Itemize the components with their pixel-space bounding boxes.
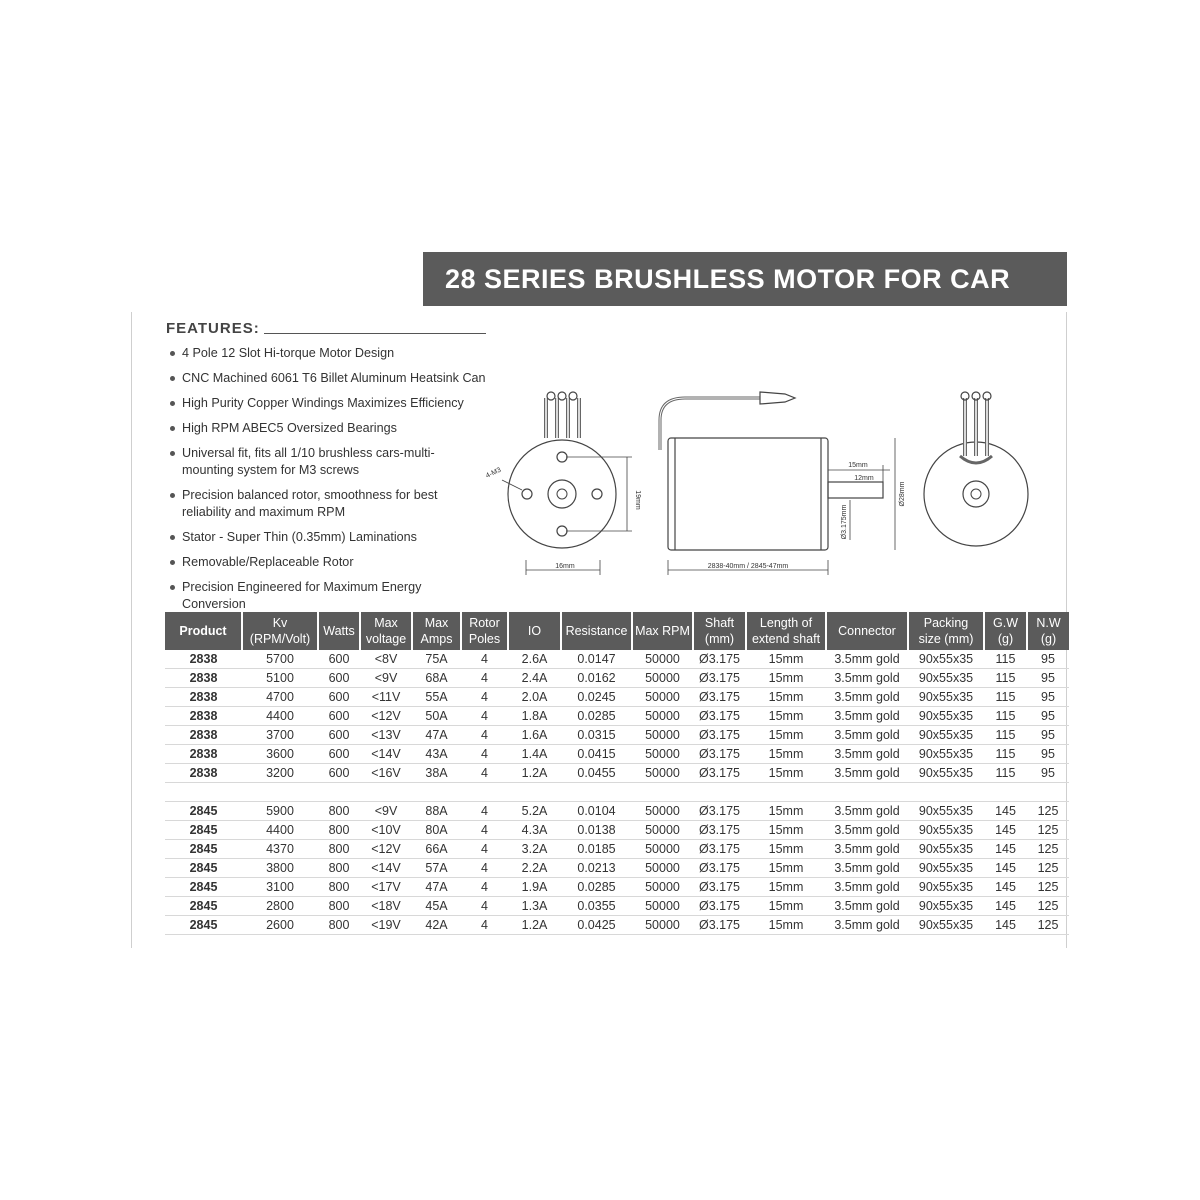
table-cell: 145 xyxy=(984,916,1027,935)
table-cell: 4 xyxy=(461,878,508,897)
table-cell: 2845 xyxy=(165,802,242,821)
table-row xyxy=(165,764,1069,783)
feature-item: Stator - Super Thin (0.35mm) Laminations xyxy=(166,529,486,546)
table-cell: 4400 xyxy=(242,707,318,726)
table-cell: 2838 xyxy=(165,688,242,707)
table-cell: 75A xyxy=(412,650,461,669)
table-cell: Ø3.175 xyxy=(693,726,746,745)
table-cell: 0.0213 xyxy=(561,859,632,878)
table-cell: 0.0315 xyxy=(561,726,632,745)
table-cell: 90x55x35 xyxy=(908,669,984,688)
table-cell: 800 xyxy=(318,821,360,840)
table-cell: 800 xyxy=(318,840,360,859)
table-cell: 800 xyxy=(318,802,360,821)
table-cell: 4 xyxy=(461,802,508,821)
table-cell: 1.2A xyxy=(508,764,561,783)
table-cell: 125 xyxy=(1027,802,1069,821)
col-extend-shaft: Length of extend shaft xyxy=(746,612,826,650)
table-cell: <12V xyxy=(360,840,412,859)
shaft-diameter-label: Ø3.175mm xyxy=(841,504,848,540)
table-cell: 2845 xyxy=(165,821,242,840)
table-cell: <9V xyxy=(360,802,412,821)
table-cell: 115 xyxy=(984,745,1027,764)
table-cell: <19V xyxy=(360,916,412,935)
table-cell: 2838 xyxy=(165,726,242,745)
table-cell: 3.5mm gold xyxy=(826,688,908,707)
table-cell: 4700 xyxy=(242,688,318,707)
table-cell: 600 xyxy=(318,650,360,669)
table-cell: 3.5mm gold xyxy=(826,726,908,745)
table-cell: 4 xyxy=(461,650,508,669)
table-cell: Ø3.175 xyxy=(693,707,746,726)
table-cell: 3.5mm gold xyxy=(826,840,908,859)
table-cell: 15mm xyxy=(746,878,826,897)
table-cell: 90x55x35 xyxy=(908,726,984,745)
table-cell: 0.0415 xyxy=(561,745,632,764)
table-row xyxy=(165,669,1069,688)
feature-item: Universal fit, fits all 1/10 brushless cars-multi-mounting system for M3 screws xyxy=(166,445,486,479)
table-cell: 125 xyxy=(1027,840,1069,859)
table-cell: <10V xyxy=(360,821,412,840)
table-cell: 3100 xyxy=(242,878,318,897)
table-cell: 5700 xyxy=(242,650,318,669)
table-cell: 2.2A xyxy=(508,859,561,878)
shaft-extension-label: 15mm xyxy=(848,462,868,469)
table-cell: 2.6A xyxy=(508,650,561,669)
col-resistance: Resistance xyxy=(561,612,632,650)
table-cell: Ø3.175 xyxy=(693,669,746,688)
table-cell: 0.0138 xyxy=(561,821,632,840)
shaft-length-label: 12mm xyxy=(854,475,874,482)
table-cell: 600 xyxy=(318,764,360,783)
table-row xyxy=(165,802,1069,821)
table-cell: 3.5mm gold xyxy=(826,878,908,897)
table-cell: 50000 xyxy=(632,764,693,783)
feature-item: High RPM ABEC5 Oversized Bearings xyxy=(166,420,486,437)
table-cell: 50000 xyxy=(632,859,693,878)
table-cell: 600 xyxy=(318,669,360,688)
table-cell: <14V xyxy=(360,859,412,878)
table-cell: 68A xyxy=(412,669,461,688)
table-cell: 50000 xyxy=(632,802,693,821)
col-gross-weight: G.W (g) xyxy=(984,612,1027,650)
table-cell: 3600 xyxy=(242,745,318,764)
table-cell: <16V xyxy=(360,764,412,783)
table-cell: 600 xyxy=(318,688,360,707)
motor-diagram xyxy=(480,370,1040,580)
table-row xyxy=(165,726,1069,745)
table-cell: 0.0285 xyxy=(561,707,632,726)
table-cell: 4 xyxy=(461,707,508,726)
table-cell: 115 xyxy=(984,726,1027,745)
table-cell: 90x55x35 xyxy=(908,688,984,707)
table-cell: 3700 xyxy=(242,726,318,745)
feature-item: High Purity Copper Windings Maximizes Efficiency xyxy=(166,395,486,412)
col-net-weight: N.W (g) xyxy=(1027,612,1069,650)
table-cell: 600 xyxy=(318,745,360,764)
table-cell: 115 xyxy=(984,650,1027,669)
table-cell: 15mm xyxy=(746,688,826,707)
table-cell: 90x55x35 xyxy=(908,897,984,916)
table-cell: 4 xyxy=(461,859,508,878)
table-cell: Ø3.175 xyxy=(693,650,746,669)
table-cell: 3.5mm gold xyxy=(826,821,908,840)
table-cell: 1.3A xyxy=(508,897,561,916)
table-cell: 15mm xyxy=(746,802,826,821)
table-cell: 0.0104 xyxy=(561,802,632,821)
table-cell: Ø3.175 xyxy=(693,840,746,859)
table-cell: 145 xyxy=(984,802,1027,821)
table-cell: Ø3.175 xyxy=(693,764,746,783)
table-cell: 2600 xyxy=(242,916,318,935)
table-cell: Ø3.175 xyxy=(693,688,746,707)
table-cell: 15mm xyxy=(746,726,826,745)
table-cell: <17V xyxy=(360,878,412,897)
table-cell: 125 xyxy=(1027,859,1069,878)
table-cell: 145 xyxy=(984,897,1027,916)
table-cell: 55A xyxy=(412,688,461,707)
col-product: Product xyxy=(165,612,242,650)
table-cell: 1.9A xyxy=(508,878,561,897)
col-connector: Connector xyxy=(826,612,908,650)
can-diameter-label: Ø28mm xyxy=(899,481,906,507)
table-header-row xyxy=(165,612,1069,650)
table-cell: 15mm xyxy=(746,859,826,878)
features-section xyxy=(166,320,486,621)
table-cell: <14V xyxy=(360,745,412,764)
table-row xyxy=(165,650,1069,669)
table-row xyxy=(165,707,1069,726)
table-cell: <12V xyxy=(360,707,412,726)
table-cell: 0.0455 xyxy=(561,764,632,783)
feature-item: Removable/Replaceable Rotor xyxy=(166,554,486,571)
table-cell: 2800 xyxy=(242,897,318,916)
table-cell: 2.0A xyxy=(508,688,561,707)
table-cell: 50000 xyxy=(632,688,693,707)
page-title: 28 SERIES BRUSHLESS MOTOR FOR CAR xyxy=(445,263,1011,294)
col-kv: Kv (RPM/Volt) xyxy=(242,612,318,650)
table-cell: 38A xyxy=(412,764,461,783)
table-cell: 95 xyxy=(1027,745,1069,764)
table-cell: 4 xyxy=(461,897,508,916)
feature-item: CNC Machined 6061 T6 Billet Aluminum Heatsink Can xyxy=(166,370,486,387)
features-heading: FEATURES: xyxy=(166,320,260,337)
table-cell: 115 xyxy=(984,669,1027,688)
table-row xyxy=(165,688,1069,707)
front-view-drawing xyxy=(502,392,632,575)
table-cell: 5900 xyxy=(242,802,318,821)
table-cell: 4400 xyxy=(242,821,318,840)
table-cell: 115 xyxy=(984,688,1027,707)
table-cell: 3.5mm gold xyxy=(826,916,908,935)
table-cell: 125 xyxy=(1027,821,1069,840)
table-cell: 4 xyxy=(461,821,508,840)
table-cell: 15mm xyxy=(746,745,826,764)
table-cell: 125 xyxy=(1027,897,1069,916)
table-cell: 4 xyxy=(461,916,508,935)
table-cell: 0.0147 xyxy=(561,650,632,669)
col-packing-size: Packing size (mm) xyxy=(908,612,984,650)
table-cell: 66A xyxy=(412,840,461,859)
table-cell: 88A xyxy=(412,802,461,821)
table-cell: 50000 xyxy=(632,840,693,859)
table-cell: 4 xyxy=(461,726,508,745)
table-cell: 45A xyxy=(412,897,461,916)
table-cell: 2845 xyxy=(165,897,242,916)
table-cell: 3.5mm gold xyxy=(826,745,908,764)
group-separator xyxy=(165,783,1069,802)
table-cell: 90x55x35 xyxy=(908,745,984,764)
table-cell: 800 xyxy=(318,916,360,935)
table-cell: 90x55x35 xyxy=(908,821,984,840)
table-cell: <11V xyxy=(360,688,412,707)
table-cell: 90x55x35 xyxy=(908,859,984,878)
table-cell: 2.4A xyxy=(508,669,561,688)
table-cell: Ø3.175 xyxy=(693,802,746,821)
table-cell: 0.0355 xyxy=(561,897,632,916)
table-cell: 90x55x35 xyxy=(908,707,984,726)
table-body xyxy=(165,650,1069,935)
table-cell: Ø3.175 xyxy=(693,745,746,764)
feature-item: Precision Engineered for Maximum Energy Conversion xyxy=(166,579,486,613)
table-cell: 4 xyxy=(461,745,508,764)
table-cell: 47A xyxy=(412,878,461,897)
table-cell: 2845 xyxy=(165,859,242,878)
table-cell: 90x55x35 xyxy=(908,650,984,669)
table-cell: 43A xyxy=(412,745,461,764)
table-cell: 57A xyxy=(412,859,461,878)
table-cell: 95 xyxy=(1027,764,1069,783)
table-cell: 15mm xyxy=(746,669,826,688)
table-cell: 90x55x35 xyxy=(908,916,984,935)
features-list xyxy=(166,345,486,613)
table-cell: 0.0162 xyxy=(561,669,632,688)
heading-underline xyxy=(264,333,486,334)
table-cell: 1.6A xyxy=(508,726,561,745)
width-label: 16mm xyxy=(555,563,575,570)
screw-label: 4-M3 xyxy=(484,466,503,480)
table-cell: 0.0185 xyxy=(561,840,632,859)
rear-view-drawing xyxy=(924,392,1028,546)
table-cell: 50A xyxy=(412,707,461,726)
table-cell: 3.5mm gold xyxy=(826,764,908,783)
table-cell: 4 xyxy=(461,840,508,859)
title-banner xyxy=(423,252,1067,306)
table-cell: 145 xyxy=(984,821,1027,840)
col-rotor-poles: Rotor Poles xyxy=(461,612,508,650)
spec-table xyxy=(165,612,1069,935)
table-row xyxy=(165,745,1069,764)
table-cell: 3.5mm gold xyxy=(826,650,908,669)
table-cell: 145 xyxy=(984,859,1027,878)
table-cell: 3800 xyxy=(242,859,318,878)
table-cell: 3.5mm gold xyxy=(826,859,908,878)
separator-cell xyxy=(165,783,1069,802)
table-cell: 800 xyxy=(318,859,360,878)
left-divider xyxy=(131,312,132,948)
table-cell: Ø3.175 xyxy=(693,916,746,935)
table-cell: 1.8A xyxy=(508,707,561,726)
table-cell: 600 xyxy=(318,726,360,745)
table-cell: 50000 xyxy=(632,897,693,916)
table-cell: 15mm xyxy=(746,916,826,935)
table-cell: 2838 xyxy=(165,745,242,764)
table-cell: 5.2A xyxy=(508,802,561,821)
table-cell: 4.3A xyxy=(508,821,561,840)
col-max-voltage: Max voltage xyxy=(360,612,412,650)
features-heading-row xyxy=(166,320,486,337)
table-cell: 0.0285 xyxy=(561,878,632,897)
col-shaft: Shaft (mm) xyxy=(693,612,746,650)
table-cell: Ø3.175 xyxy=(693,859,746,878)
table-cell: 145 xyxy=(984,878,1027,897)
table-cell: 47A xyxy=(412,726,461,745)
table-cell: Ø3.175 xyxy=(693,897,746,916)
table-cell: 145 xyxy=(984,840,1027,859)
table-cell: <18V xyxy=(360,897,412,916)
table-row xyxy=(165,916,1069,935)
table-cell: 2838 xyxy=(165,669,242,688)
table-cell: <8V xyxy=(360,650,412,669)
table-cell: 3.5mm gold xyxy=(826,669,908,688)
table-row xyxy=(165,897,1069,916)
table-cell: 95 xyxy=(1027,726,1069,745)
table-row xyxy=(165,840,1069,859)
table-cell: 0.0425 xyxy=(561,916,632,935)
table-cell: Ø3.175 xyxy=(693,878,746,897)
table-cell: 125 xyxy=(1027,916,1069,935)
table-cell: 4 xyxy=(461,764,508,783)
feature-item: 4 Pole 12 Slot Hi-torque Motor Design xyxy=(166,345,486,362)
table-cell: 600 xyxy=(318,707,360,726)
table-cell: Ø3.175 xyxy=(693,821,746,840)
table-cell: 90x55x35 xyxy=(908,840,984,859)
table-cell: 115 xyxy=(984,764,1027,783)
height-label: 19mm xyxy=(634,490,641,510)
table-cell: 4 xyxy=(461,688,508,707)
table-cell: 3.5mm gold xyxy=(826,897,908,916)
col-io: IO xyxy=(508,612,561,650)
table-cell: 15mm xyxy=(746,821,826,840)
table-cell: 15mm xyxy=(746,897,826,916)
table-cell: <13V xyxy=(360,726,412,745)
table-cell: 4 xyxy=(461,669,508,688)
table-cell: 4370 xyxy=(242,840,318,859)
table-cell: 50000 xyxy=(632,726,693,745)
table-cell: 15mm xyxy=(746,650,826,669)
table-cell: 50000 xyxy=(632,650,693,669)
table-cell: 50000 xyxy=(632,916,693,935)
table-row xyxy=(165,821,1069,840)
table-row xyxy=(165,859,1069,878)
table-cell: 50000 xyxy=(632,745,693,764)
table-cell: 2838 xyxy=(165,764,242,783)
table-cell: 95 xyxy=(1027,669,1069,688)
table-cell: 2845 xyxy=(165,840,242,859)
table-row xyxy=(165,878,1069,897)
length-label: 2838-40mm / 2845-47mm xyxy=(707,563,789,570)
table-cell: 3.5mm gold xyxy=(826,802,908,821)
feature-item: Precision balanced rotor, smoothness for best reliability and maximum RPM xyxy=(166,487,486,521)
table-cell: 95 xyxy=(1027,650,1069,669)
table-cell: 0.0245 xyxy=(561,688,632,707)
table-cell: <9V xyxy=(360,669,412,688)
table-cell: 15mm xyxy=(746,764,826,783)
table-cell: 1.4A xyxy=(508,745,561,764)
table-cell: 3200 xyxy=(242,764,318,783)
col-watts: Watts xyxy=(318,612,360,650)
table-cell: 5100 xyxy=(242,669,318,688)
table-cell: 125 xyxy=(1027,878,1069,897)
table-cell: 50000 xyxy=(632,821,693,840)
table-cell: 3.2A xyxy=(508,840,561,859)
table-cell: 800 xyxy=(318,897,360,916)
table-cell: 90x55x35 xyxy=(908,764,984,783)
table-cell: 80A xyxy=(412,821,461,840)
side-view-drawing xyxy=(660,392,895,575)
table-cell: 90x55x35 xyxy=(908,878,984,897)
table-cell: 115 xyxy=(984,707,1027,726)
table-cell: 2845 xyxy=(165,878,242,897)
table-cell: 50000 xyxy=(632,878,693,897)
table-cell: 3.5mm gold xyxy=(826,707,908,726)
table-cell: 15mm xyxy=(746,840,826,859)
table-cell: 50000 xyxy=(632,707,693,726)
table-cell: 2845 xyxy=(165,916,242,935)
table-cell: 95 xyxy=(1027,688,1069,707)
table-cell: 2838 xyxy=(165,707,242,726)
table-cell: 1.2A xyxy=(508,916,561,935)
table-cell: 800 xyxy=(318,878,360,897)
table-cell: 90x55x35 xyxy=(908,802,984,821)
table-cell: 50000 xyxy=(632,669,693,688)
col-max-rpm: Max RPM xyxy=(632,612,693,650)
col-max-amps: Max Amps xyxy=(412,612,461,650)
table-cell: 42A xyxy=(412,916,461,935)
table-cell: 95 xyxy=(1027,707,1069,726)
table-cell: 15mm xyxy=(746,707,826,726)
table-cell: 2838 xyxy=(165,650,242,669)
